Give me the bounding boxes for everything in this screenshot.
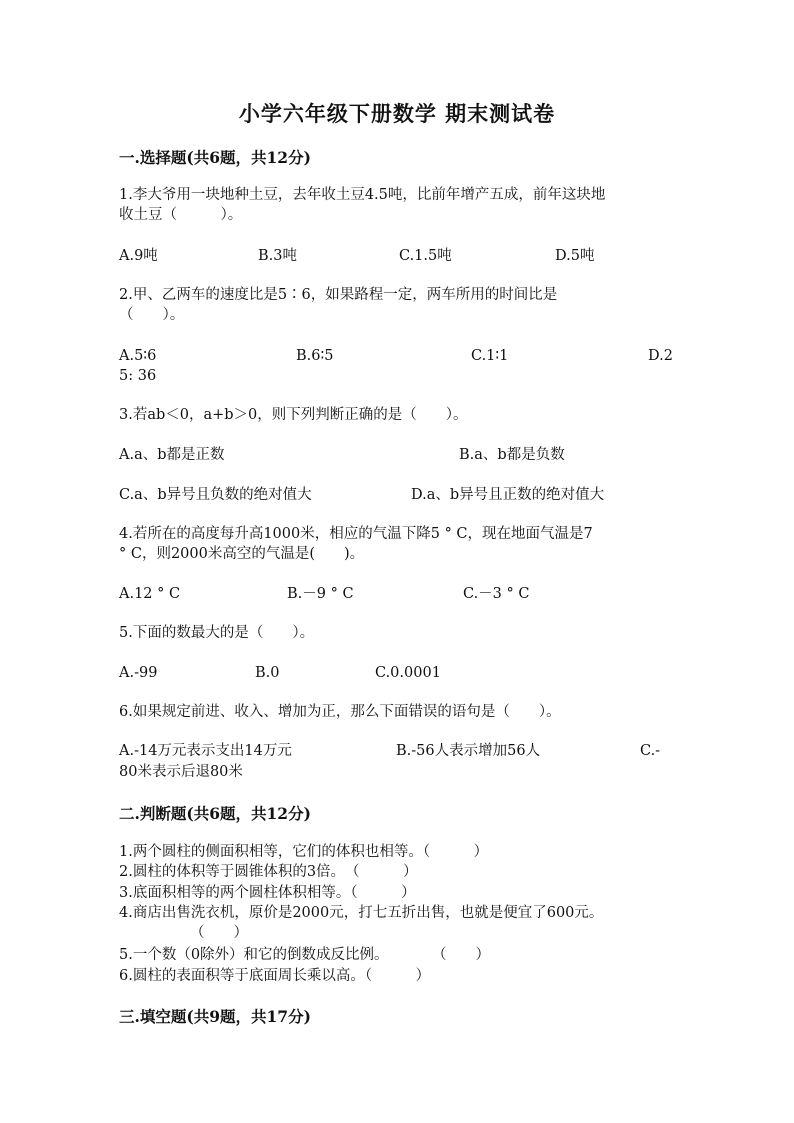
judge-item-continued: （ ） <box>190 925 248 941</box>
option-c: C.1∶1 <box>471 348 509 364</box>
option-c: C.0.0001 <box>375 665 441 681</box>
option-c-continued: 80米表示后退80米 <box>119 764 243 780</box>
option-a: A.-99 <box>119 665 158 681</box>
option-c: C.1.5吨 <box>399 248 452 264</box>
option-b: B.a、b都是负数 <box>459 447 565 463</box>
question-stem: 1.李大爷用一块地种土豆，去年收土豆4.5吨，比前年增产五成，前年这块地 <box>119 187 606 203</box>
question-stem: 2.甲、乙两车的速度比是5∶6，如果路程一定，两车所用的时间比是 <box>119 287 558 303</box>
judge-item: 3.底面积相等的两个圆柱体积相等。（ ） <box>119 885 416 901</box>
option-d: D.a、b异号且正数的绝对值大 <box>411 487 605 503</box>
option-d-continued: 5: 36 <box>119 368 157 384</box>
option-b: B.6∶5 <box>296 348 334 364</box>
judge-item: 5.一个数（0除外）和它的倒数成反比例。 （ ） <box>119 947 491 963</box>
judge-item: 2.圆柱的体积等于圆锥体积的3倍。 （ ） <box>119 864 418 880</box>
option-b: B.－9 ° C <box>287 586 354 602</box>
question-stem: 6.如果规定前进、收入、增加为正，那么下面错误的语句是（ ）。 <box>119 704 561 720</box>
option-a: A.9吨 <box>119 248 158 264</box>
judge-item: 6.圆柱的表面积等于底面周长乘以高。（ ） <box>119 968 431 984</box>
section-heading-choice: 一.选择题(共6题，共12分) <box>119 148 311 167</box>
question-stem: ° C，则2000米高空的气温是( )。 <box>119 546 365 562</box>
option-a: A.a、b都是正数 <box>119 447 225 463</box>
section-heading-fill: 三.填空题(共9题，共17分) <box>119 1007 311 1026</box>
judge-item: 1.两个圆柱的侧面积相等，它们的体积也相等。（ ） <box>119 844 489 860</box>
question-stem: 4.若所在的高度每升高1000米，相应的气温下降5 ° C，现在地面气温是7 <box>119 526 593 542</box>
option-a: A.5∶6 <box>119 348 157 364</box>
question-stem: （ ）。 <box>119 307 185 323</box>
option-b: B.-56人表示增加56人 <box>396 743 541 759</box>
option-d: D.5吨 <box>555 248 595 264</box>
page-title: 小学六年级下册数学 期末测试卷 <box>238 101 556 126</box>
question-stem: 收土豆（ ）。 <box>119 207 243 223</box>
option-c: C.－3 ° C <box>463 586 530 602</box>
option-a: A.-14万元表示支出14万元 <box>119 743 292 759</box>
judge-item: 4.商店出售洗衣机，原价是2000元，打七五折出售，也就是便宜了600元。 <box>119 905 604 921</box>
option-d: D.2 <box>648 348 673 364</box>
option-b: B.0 <box>255 665 280 681</box>
option-c: C.a、b异号且负数的绝对值大 <box>119 487 312 503</box>
question-stem: 5.下面的数最大的是（ ）。 <box>119 625 315 641</box>
option-c: C.- <box>640 743 661 759</box>
section-heading-judge: 二.判断题(共6题，共12分) <box>119 804 311 823</box>
option-b: B.3吨 <box>258 248 297 264</box>
question-stem: 3.若ab＜0，a+b＞0，则下列判断正确的是（ ）。 <box>119 407 468 423</box>
option-a: A.12 ° C <box>119 586 181 602</box>
